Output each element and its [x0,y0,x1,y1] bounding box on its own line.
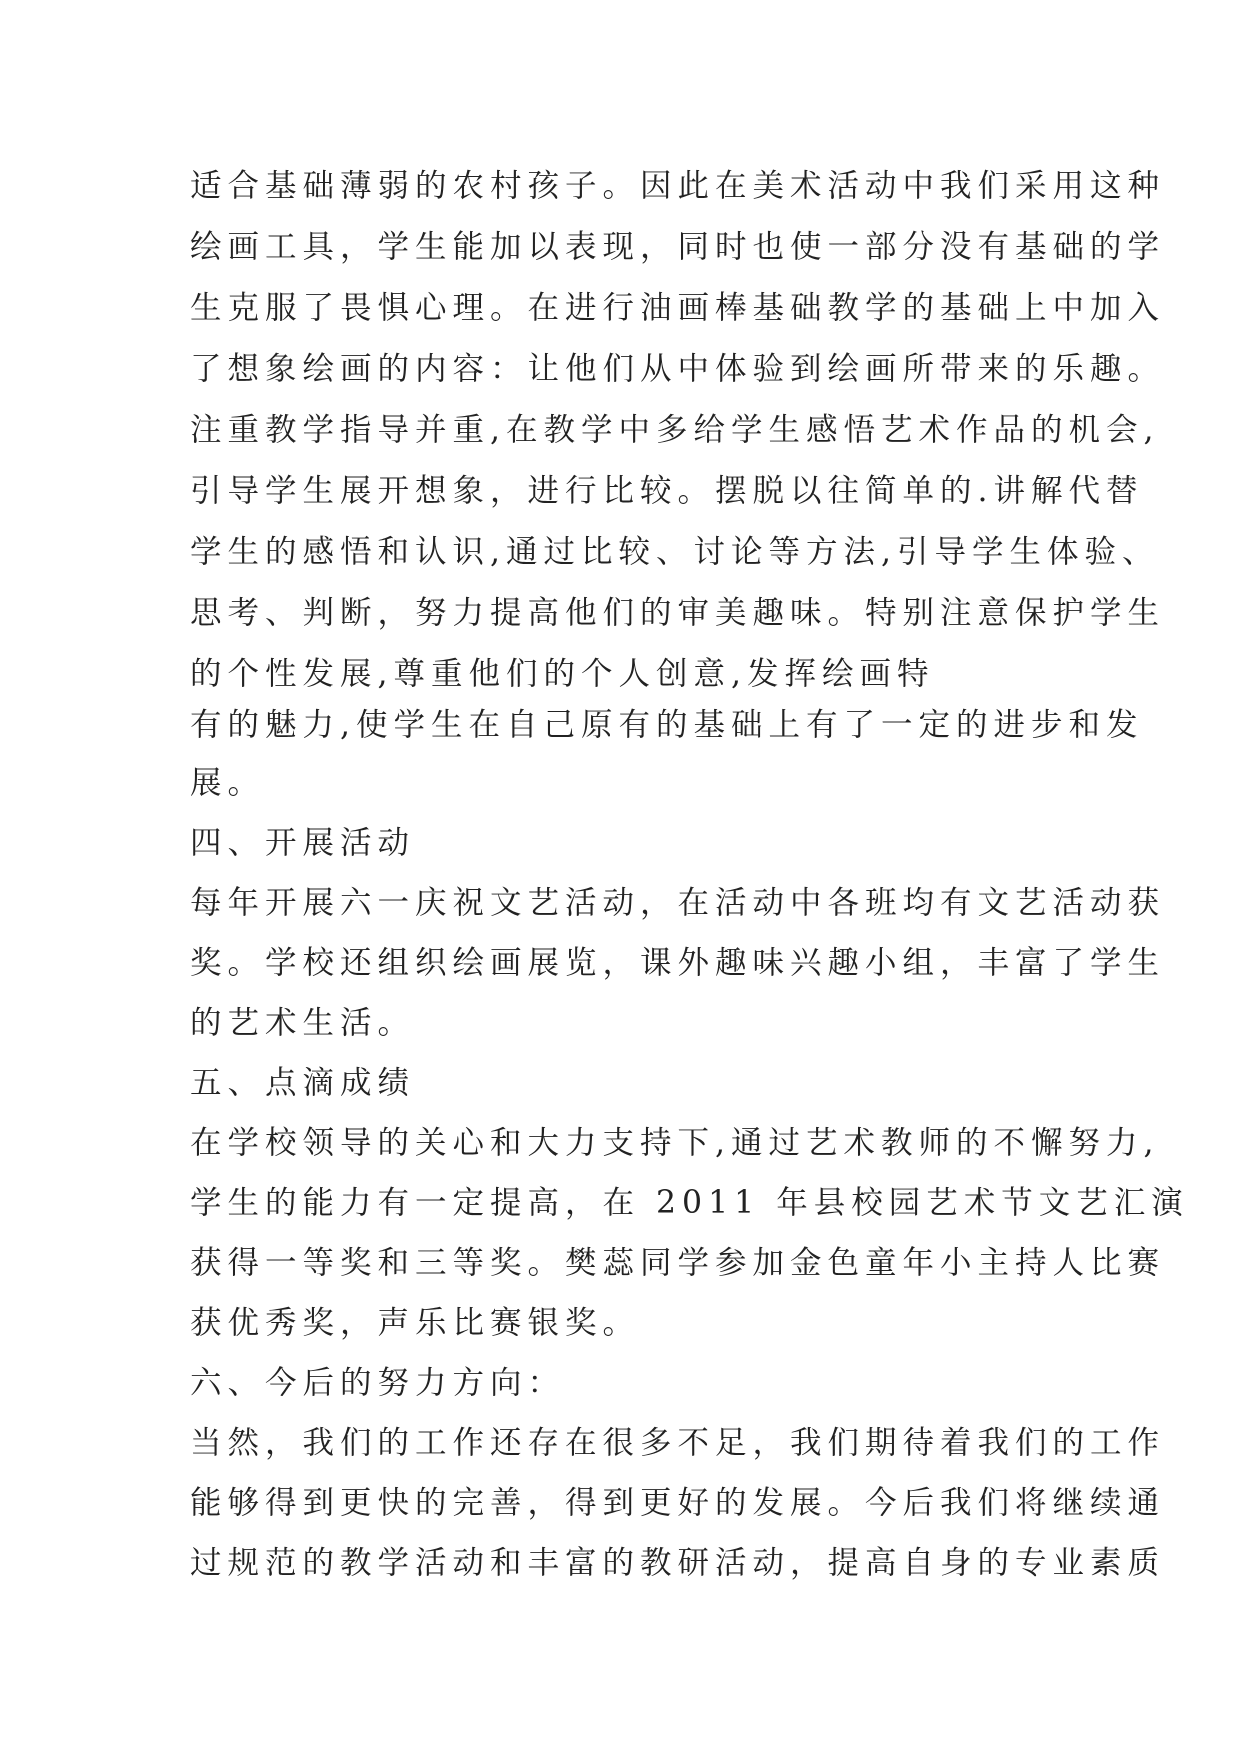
paragraph-line: 展。 [190,765,266,801]
paragraph-line: 在学校领导的关心和大力支持下,通过艺术教师的不懈努力, [190,1125,1160,1161]
paragraph-line: 有的魅力,使学生在自己原有的基础上有了一定的进步和发 [190,707,1144,743]
section-heading-6: 六、今后的努力方向： [190,1365,566,1401]
paragraph-line: 获优秀奖，声乐比赛银奖。 [190,1305,641,1341]
paragraph-line: 当然，我们的工作还存在很多不足，我们期待着我们的工作 [190,1425,1166,1461]
paragraph-line: 的艺术生活。 [190,1005,416,1041]
paragraph-line: 引导学生展开想象，进行比较。摆脱以往简单的.讲解代替 [190,473,1144,509]
paragraph-line: 了想象绘画的内容：让他们从中体验到绘画所带来的乐趣。 [190,351,1166,387]
paragraph-line: 的个性发展,尊重他们的个人创意,发挥绘画特 [190,656,935,692]
paragraph-line: 奖。学校还组织绘画展览，课外趣味兴趣小组，丰富了学生 [190,945,1166,981]
paragraph-line: 能够得到更快的完善，得到更好的发展。今后我们将继续通 [190,1485,1166,1521]
section-heading-4: 四、开展活动 [190,825,416,861]
paragraph-line: 思考、判断，努力提高他们的审美趣味。特别注意保护学生 [190,595,1166,631]
paragraph-line: 学生的能力有一定提高，在 2011 年县校园艺术节文艺汇演 [190,1185,1189,1221]
section-heading-5: 五、点滴成绩 [190,1065,416,1101]
paragraph-line: 生克服了畏惧心理。在进行油画棒基础教学的基础上中加入 [190,290,1166,326]
paragraph-line: 过规范的教学活动和丰富的教研活动，提高自身的专业素质 [190,1545,1166,1581]
paragraph-line: 每年开展六一庆祝文艺活动，在活动中各班均有文艺活动获 [190,885,1166,921]
paragraph-line: 获得一等奖和三等奖。樊蕊同学参加金色童年小主持人比赛 [190,1245,1166,1281]
paragraph-line: 注重教学指导并重,在教学中多给学生感悟艺术作品的机会, [190,412,1160,448]
paragraph-line: 适合基础薄弱的农村孩子。因此在美术活动中我们采用这种 [190,168,1166,204]
paragraph-line: 绘画工具，学生能加以表现，同时也使一部分没有基础的学 [190,229,1166,265]
paragraph-line: 学生的感悟和认识,通过比较、讨论等方法,引导学生体验、 [190,534,1160,570]
